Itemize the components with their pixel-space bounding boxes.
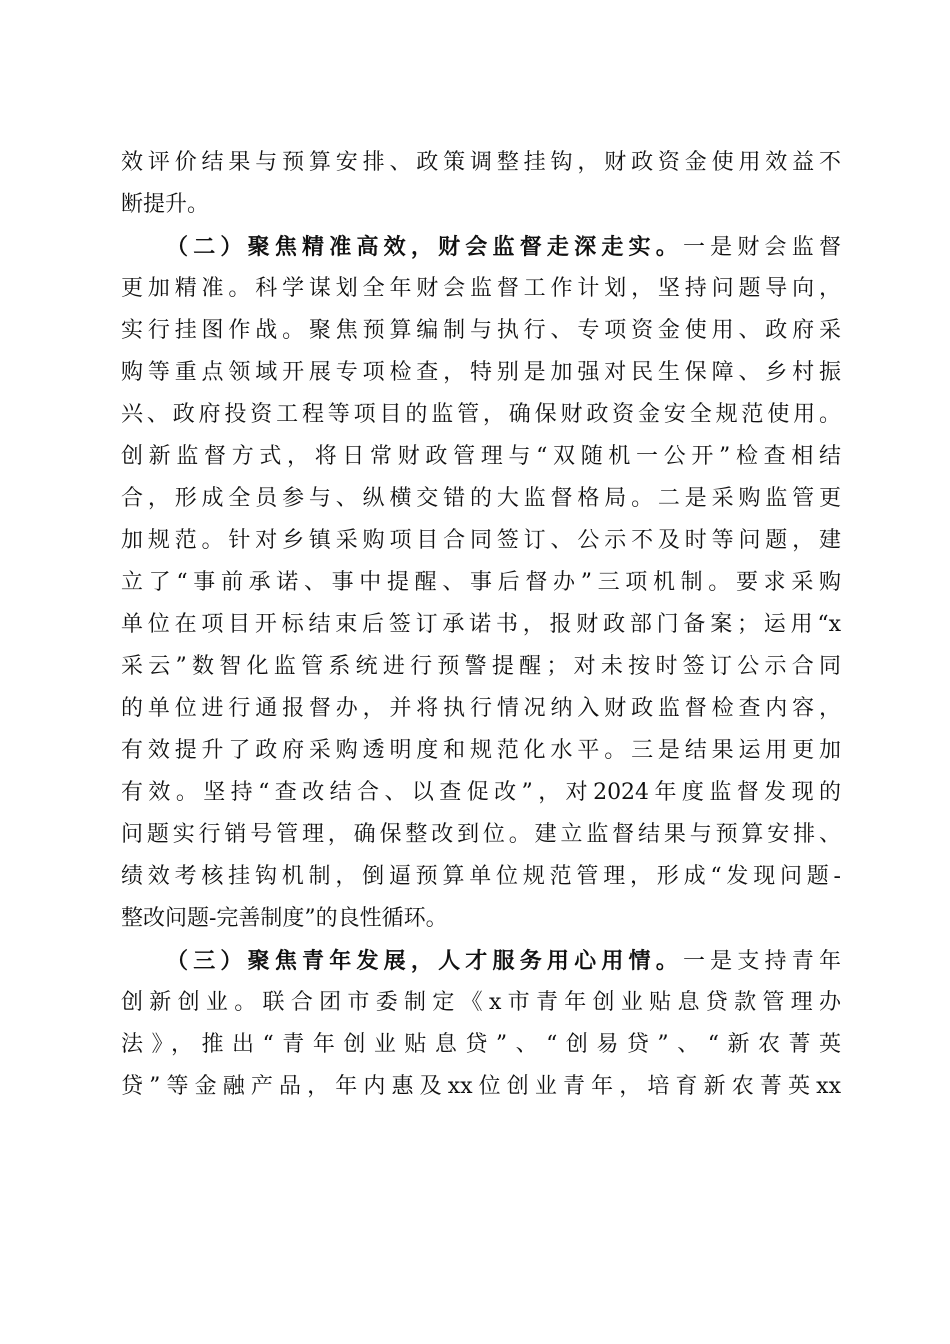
paragraph-line: 购等重点领域开展专项检查，特别是加强对民生保障、乡村振 bbox=[121, 360, 841, 385]
section-heading-3: （三）聚焦青年发展，人才服务用心用情。 bbox=[166, 948, 683, 974]
paragraph-line: 断提升。 bbox=[121, 192, 210, 217]
paragraph-line: 单位在项目开标结束后签订承诺书，报财政部门备案；运用“x bbox=[121, 612, 841, 637]
paragraph-line: 贷”等金融产品，年内惠及xx位创业青年，培育新农菁英xx bbox=[121, 1074, 841, 1099]
paragraph-line: 法》，推出“青年创业贴息贷”、“创易贷”、“新农菁英 bbox=[121, 1032, 841, 1057]
paragraph-line: 整改问题-完善制度”的良性循环。 bbox=[121, 906, 448, 931]
paragraph-line: 实行挂图作战。聚焦预算编制与执行、专项资金使用、政府采 bbox=[121, 318, 841, 343]
paragraph-line: 创新监督方式，将日常财政管理与“双随机一公开”检查相结 bbox=[121, 444, 841, 469]
section-heading-2: （二）聚焦精准高效，财会监督走深走实。 bbox=[166, 234, 683, 260]
paragraph-line: 创新创业。联合团市委制定《x市青年创业贴息贷款管理办 bbox=[121, 990, 841, 1015]
paragraph-line: 兴、政府投资工程等项目的监管，确保财政资金安全规范使用。 bbox=[121, 402, 841, 427]
paragraph-line: 有效。坚持“查改结合、以查促改”，对2024年度监督发现的 bbox=[121, 780, 841, 805]
paragraph-line: 的单位进行通报督办，并将执行情况纳入财政监督检查内容， bbox=[121, 696, 841, 721]
paragraph-line: 合，形成全员参与、纵横交错的大监督格局。二是采购监管更 bbox=[121, 486, 841, 511]
paragraph-line: 采云”数智化监管系统进行预警提醒；对未按时签订公示合同 bbox=[121, 654, 841, 679]
paragraph-line: 立了“事前承诺、事中提醒、事后督办”三项机制。要求采购 bbox=[121, 570, 841, 595]
section-3-first-line bbox=[166, 942, 841, 980]
paragraph-text: 一是支持青年 bbox=[682, 949, 841, 974]
section-2-first-line bbox=[166, 228, 841, 266]
paragraph-line: 绩效考核挂钩机制，倒逼预算单位规范管理，形成“发现问题- bbox=[121, 864, 841, 889]
paragraph-line: 加规范。针对乡镇采购项目合同签订、公示不及时等问题，建 bbox=[121, 528, 841, 553]
paragraph-line: 有效提升了政府采购透明度和规范化水平。三是结果运用更加 bbox=[121, 738, 841, 763]
paragraph-line: 更加精准。科学谋划全年财会监督工作计划，坚持问题导向， bbox=[121, 276, 841, 301]
paragraph-line: 效评价结果与预算安排、政策调整挂钩，财政资金使用效益不 bbox=[121, 150, 841, 175]
paragraph-line: 问题实行销号管理，确保整改到位。建立监督结果与预算安排、 bbox=[121, 822, 841, 847]
paragraph-text: 一是财会监督 bbox=[682, 235, 841, 260]
